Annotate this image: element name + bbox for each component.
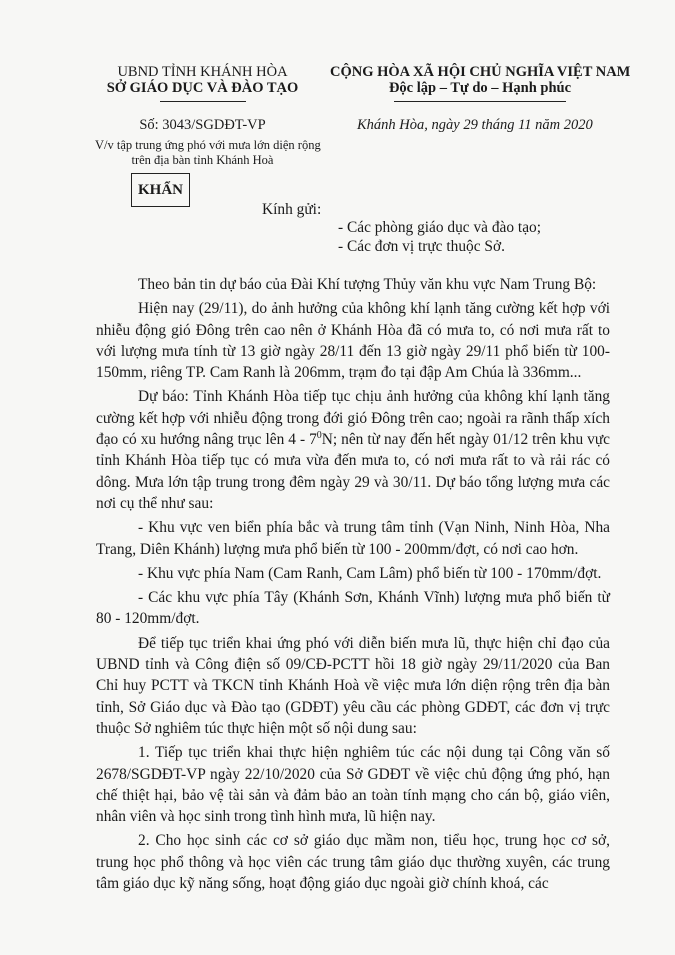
issuer-underline bbox=[160, 101, 246, 102]
document-number: Số: 3043/SGDĐT-VP bbox=[139, 117, 266, 133]
body-paragraph: Theo bản tin dự báo của Đài Khí tượng Thủy văn khu vực Nam Trung Bộ: bbox=[138, 276, 597, 293]
recipient-item: - Các phòng giáo dục và đào tạo; bbox=[338, 219, 542, 236]
body-paragraph: - Khu vực ven biển phía bắc và trung tâm tỉnh (Vạn Ninh, Ninh Hòa, Nha Trang, Diên Khánh) lượng mưa phổ biến từ 100 - 200mm/đợt, có nơi cao hơn. bbox=[96, 519, 610, 558]
issuer-name: SỞ GIÁO DỤC VÀ ĐÀO TẠO bbox=[106, 80, 299, 96]
national-motto: Độc lập – Tự do – Hạnh phúc bbox=[388, 80, 572, 96]
urgent-label: KHẨN bbox=[138, 181, 183, 198]
document-date: Khánh Hòa, ngày 29 tháng 11 năm 2020 bbox=[357, 117, 593, 133]
subject-line-1: V/v tập trung ứng phó với mưa lớn diện rộng bbox=[95, 138, 321, 152]
forecast-text-part: N; nên từ nay đến hết ngày 01/12 trên khu vực tỉnh Khánh Hòa tiếp tục có mưa vừa đến mưa to, có nơi mưa rất to và rải rác có dông. Mưa lớn tập trung trong đêm ngày 29 và 30/11. Dự báo tổng lượng mưa các nơi cụ thể như sau: bbox=[96, 431, 611, 512]
salutation: Kính gửi: bbox=[262, 201, 322, 218]
forecast-paragraph bbox=[96, 386, 610, 514]
subject-line-2: trên địa bàn tỉnh Khánh Hoà bbox=[131, 153, 274, 167]
body-paragraph: Hiện nay (29/11), do ảnh hưởng của không khí lạnh tăng cường kết hợp với nhiễu động gió Đông trên cao nên ở Khánh Hòa đã có mưa to, có nơi mưa rất to với lượng mưa tính từ 13 giờ ngày 28/11 đến 13 giờ ngày 29/11 phổ biến từ 100-150mm, riêng TP. Cam Ranh là 206mm, trạm đo tại đập Am Chúa là 336mm... bbox=[96, 300, 610, 382]
recipient-item: - Các đơn vị trực thuộc Sở. bbox=[338, 238, 505, 255]
body-paragraph: Để tiếp tục triển khai ứng phó với diễn biến mưa lũ, thực hiện chỉ đạo của UBND tỉnh và Công điện số 09/CĐ-PCTT hồi 18 giờ ngày 29/11/2020 của Ban Chỉ huy PCTT và TKCN tỉnh Khánh Hoà về việc mưa lớn diện rộng trên địa bàn tỉnh, Sở Giáo dục và Đào tạo (GDĐT) yêu cầu các phòng GDĐT, các đơn vị trực thuộc Sở nghiêm túc thực hiện một số nội dung sau: bbox=[96, 634, 610, 737]
body-paragraph: - Các khu vực phía Tây (Khánh Sơn, Khánh Vĩnh) lượng mưa phổ biến từ 80 - 120mm/đợt. bbox=[96, 589, 610, 628]
body-paragraph: 1. Tiếp tục triển khai thực hiện nghiêm túc các nội dung tại Công văn số 2678/SGDĐT-VP ngày 22/10/2020 của Sở GDĐT về việc chủ động ứng phó, hạn chế thiệt hại, bảo vệ tài sản và đảm bảo an toàn tính mạng cho cán bộ, giáo viên, nhân viên và học sinh trong tình hình mưa, lũ hiện nay. bbox=[96, 744, 610, 826]
forecast-text-part: Dự báo: Tỉnh Khánh Hòa tiếp tục chịu ảnh hưởng của không khí lạnh tăng cường kết hợp với nhiễu động trong đới gió Đông trên cao; ngoài ra rãnh thấp xích đạo có xu hướng nâng trục lên 4 - 7 bbox=[96, 388, 610, 449]
body-paragraph: 2. Cho học sinh các cơ sở giáo dục mầm non, tiểu học, trung học cơ sở, trung học phổ thông và học viên các trung tâm giáo dục thường xuyên, các trung tâm giáo dục kỹ năng sống, hoạt động giáo dục ngoài giờ chính khoá, các bbox=[96, 832, 610, 893]
issuer-parent: UBND TỈNH KHÁNH HÒA bbox=[117, 64, 288, 80]
document-body bbox=[96, 274, 610, 897]
national-title: CỘNG HÒA XÃ HỘI CHỦ NGHĨA VIỆT NAM bbox=[330, 64, 631, 80]
urgent-stamp bbox=[131, 173, 190, 207]
motto-underline bbox=[394, 101, 566, 102]
body-paragraph: - Khu vực phía Nam (Cam Ranh, Cam Lâm) phổ biến từ 100 - 170mm/đợt. bbox=[138, 564, 602, 582]
degree-superscript: 0 bbox=[316, 429, 322, 441]
